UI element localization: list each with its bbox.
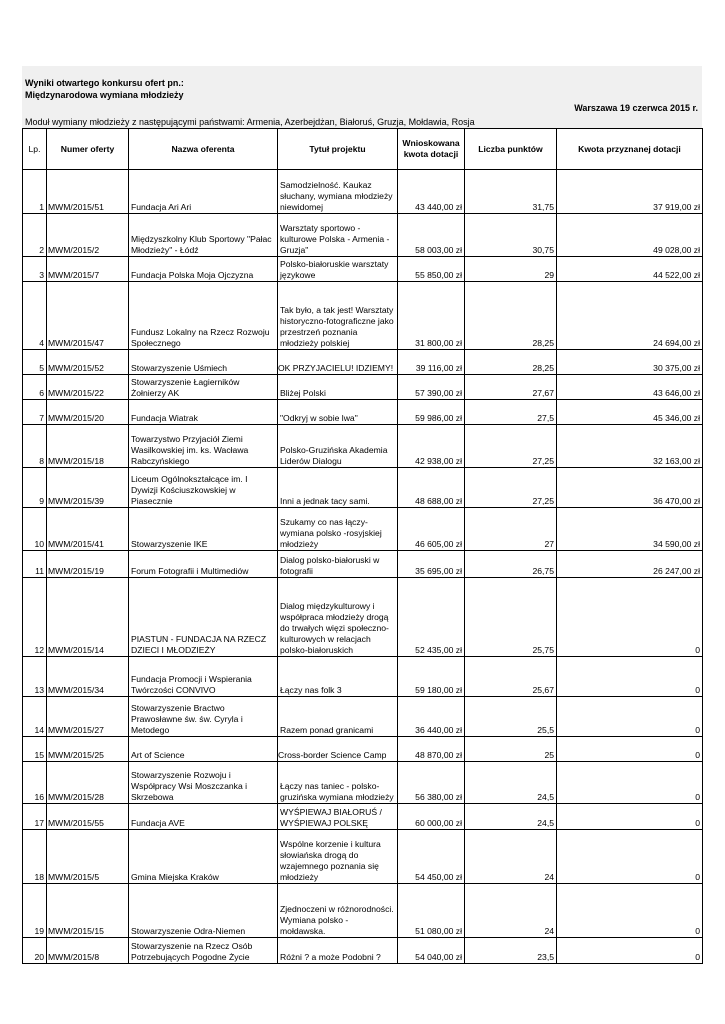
table-row xyxy=(23,884,703,938)
cell-wnioskowana: 59 180,00 zł xyxy=(398,657,465,697)
document-date: Warszawa 19 czerwca 2015 r. xyxy=(574,103,698,113)
cell-numer: MWM/2015/39 xyxy=(47,468,129,508)
cell-lp: 9 xyxy=(23,468,47,508)
cell-wnioskowana: 46 605,00 zł xyxy=(398,508,465,551)
cell-punkty: 25,5 xyxy=(465,697,557,737)
table-row xyxy=(23,214,703,257)
table-header-row xyxy=(23,129,703,170)
table-row xyxy=(23,762,703,804)
table-row xyxy=(23,737,703,762)
cell-nazwa: Stowarzyszenie na Rzecz Osób Potrzebujących Pogodne Życie xyxy=(129,938,278,964)
cell-tytul: Łączy nas taniec - polsko-gruzińska wymiana młodzieży xyxy=(278,762,398,804)
cell-tytul: Szukamy co nas łączy-wymiana polsko -rosyjskiej młodzieży xyxy=(278,508,398,551)
cell-punkty: 27,25 xyxy=(465,468,557,508)
cell-numer: MWM/2015/8 xyxy=(47,938,129,964)
col-header-kwota: Kwota przyznanej dotacji xyxy=(557,129,703,170)
cell-lp: 18 xyxy=(23,830,47,884)
cell-lp: 16 xyxy=(23,762,47,804)
cell-punkty: 28,25 xyxy=(465,350,557,375)
cell-nazwa: Fundacja Ari Ari xyxy=(129,170,278,214)
table-row xyxy=(23,170,703,214)
table-row xyxy=(23,508,703,551)
cell-kwota: 44 522,00 zł xyxy=(557,257,703,282)
col-header-lp: Lp. xyxy=(23,129,47,170)
cell-numer: MWM/2015/25 xyxy=(47,737,129,762)
cell-tytul: "Odkryj w sobie lwa" xyxy=(278,400,398,425)
cell-lp: 8 xyxy=(23,425,47,468)
cell-lp: 1 xyxy=(23,170,47,214)
cell-tytul: Warsztaty sportowo - kulturowe Polska - Armenia - Gruzja" xyxy=(278,214,398,257)
cell-numer: MWM/2015/34 xyxy=(47,657,129,697)
cell-punkty: 24 xyxy=(465,884,557,938)
cell-numer: MWM/2015/55 xyxy=(47,804,129,830)
cell-lp: 5 xyxy=(23,350,47,375)
cell-nazwa: Liceum Ogólnokształcące im. I Dywizji Kościuszkowskiej w Piasecznie xyxy=(129,468,278,508)
cell-tytul: Polsko-Gruzińska Akademia Liderów Dialogu xyxy=(278,425,398,468)
cell-tytul: Polsko-białoruskie warsztaty językowe xyxy=(278,257,398,282)
cell-kwota: 49 028,00 zł xyxy=(557,214,703,257)
header-line-2: Międzynarodowa wymiana młodzieży xyxy=(25,90,184,100)
table-row xyxy=(23,400,703,425)
cell-tytul: Inni a jednak tacy sami. xyxy=(278,468,398,508)
table-row xyxy=(23,257,703,282)
cell-punkty: 25,67 xyxy=(465,657,557,697)
cell-numer: MWM/2015/47 xyxy=(47,282,129,350)
cell-punkty: 25,75 xyxy=(465,578,557,657)
cell-nazwa: Stowarzyszenie Łagierników Żołnierzy AK xyxy=(129,375,278,400)
table-row xyxy=(23,350,703,375)
cell-wnioskowana: 48 688,00 zł xyxy=(398,468,465,508)
cell-kwota: 43 646,00 zł xyxy=(557,375,703,400)
cell-lp: 13 xyxy=(23,657,47,697)
cell-numer: MWM/2015/28 xyxy=(47,762,129,804)
col-header-tytul: Tytuł projektu xyxy=(278,129,398,170)
cell-kwota: 36 470,00 zł xyxy=(557,468,703,508)
cell-punkty: 27,67 xyxy=(465,375,557,400)
cell-numer: MWM/2015/52 xyxy=(47,350,129,375)
cell-numer: MWM/2015/2 xyxy=(47,214,129,257)
cell-wnioskowana: 42 938,00 zł xyxy=(398,425,465,468)
cell-nazwa: Międzyszkolny Klub Sportowy "Pałac Młodzieży" - Łódź xyxy=(129,214,278,257)
cell-wnioskowana: 55 850,00 zł xyxy=(398,257,465,282)
cell-punkty: 25 xyxy=(465,737,557,762)
cell-lp: 10 xyxy=(23,508,47,551)
cell-kwota: 32 163,00 zł xyxy=(557,425,703,468)
cell-kwota: 45 346,00 zł xyxy=(557,400,703,425)
cell-nazwa: Fundacja Wiatrak xyxy=(129,400,278,425)
cell-kwota: 0 xyxy=(557,830,703,884)
cell-lp: 14 xyxy=(23,697,47,737)
cell-nazwa: Stowarzyszenie Bractwo Prawosławne św. św. Cyryla i Metodego xyxy=(129,697,278,737)
cell-kwota: 0 xyxy=(557,737,703,762)
cell-lp: 7 xyxy=(23,400,47,425)
cell-tytul: Dialog międzykulturowy i współpraca młodzieży drogą do trwałych więzi społeczno-kulturowych w relacjach polsko-białoruskich xyxy=(278,578,398,657)
cell-wnioskowana: 60 000,00 zł xyxy=(398,804,465,830)
cell-wnioskowana: 56 380,00 zł xyxy=(398,762,465,804)
header-line-1: Wyniki otwartego konkursu ofert pn.: xyxy=(25,78,184,88)
cell-numer: MWM/2015/51 xyxy=(47,170,129,214)
cell-nazwa: PIASTUN - FUNDACJA NA RZECZ DZIECI I MŁODZIEŻY xyxy=(129,578,278,657)
cell-tytul: Samodzielność. Kaukaz słuchany, wymiana młodzieży niewidomej xyxy=(278,170,398,214)
cell-nazwa: Towarzystwo Przyjaciół Ziemi Wasilkowskiej im. ks. Wacława Rabczyńskiego xyxy=(129,425,278,468)
cell-tytul: Zjednoczeni w różnorodności. Wymiana polsko - mołdawska. xyxy=(278,884,398,938)
cell-numer: MWM/2015/7 xyxy=(47,257,129,282)
cell-kwota: 24 694,00 zł xyxy=(557,282,703,350)
cell-nazwa: Stowarzyszenie Uśmiech xyxy=(129,350,278,375)
cell-tytul: OK PRZYJACIELU! IDZIEMY! xyxy=(278,350,398,375)
cell-nazwa: Stowarzyszenie Odra-Niemen xyxy=(129,884,278,938)
cell-punkty: 27,25 xyxy=(465,425,557,468)
cell-nazwa: Stowarzyszenie Rozwoju i Współpracy Wsi Moszczanka i Skrzebowa xyxy=(129,762,278,804)
cell-numer: MWM/2015/15 xyxy=(47,884,129,938)
cell-lp: 3 xyxy=(23,257,47,282)
cell-nazwa: Fundacja Polska Moja Ojczyzna xyxy=(129,257,278,282)
cell-kwota: 0 xyxy=(557,657,703,697)
module-description: Moduł wymiany młodzieży z następującymi państwami: Armenia, Azerbejdżan, Białoruś, Gruzja, Mołdawia, Rosja xyxy=(25,117,475,127)
cell-punkty: 26,75 xyxy=(465,551,557,578)
table-row xyxy=(23,657,703,697)
cell-wnioskowana: 57 390,00 zł xyxy=(398,375,465,400)
cell-punkty: 31,75 xyxy=(465,170,557,214)
cell-wnioskowana: 39 116,00 zł xyxy=(398,350,465,375)
cell-nazwa: Stowarzyszenie IKE xyxy=(129,508,278,551)
cell-tytul: Wspólne korzenie i kultura słowiańska drogą do wzajemnego poznania się młodzieży xyxy=(278,830,398,884)
cell-wnioskowana: 35 695,00 zł xyxy=(398,551,465,578)
cell-nazwa: Art of Science xyxy=(129,737,278,762)
cell-lp: 19 xyxy=(23,884,47,938)
cell-punkty: 28,25 xyxy=(465,282,557,350)
table-row xyxy=(23,697,703,737)
cell-kwota: 0 xyxy=(557,938,703,964)
cell-nazwa: Fundusz Lokalny na Rzecz Rozwoju Społecznego xyxy=(129,282,278,350)
table-row xyxy=(23,578,703,657)
table-row xyxy=(23,282,703,350)
cell-tytul: Tak było, a tak jest! Warsztaty historyczno-fotograficzne jako przestrzeń poznania młodzieży polskiej xyxy=(278,282,398,350)
table-row xyxy=(23,375,703,400)
col-header-nazwa: Nazwa oferenta xyxy=(129,129,278,170)
col-header-punkty: Liczba punktów xyxy=(465,129,557,170)
cell-wnioskowana: 59 986,00 zł xyxy=(398,400,465,425)
table-row xyxy=(23,468,703,508)
table-row xyxy=(23,830,703,884)
cell-tytul: Cross-border Science Camp xyxy=(278,737,398,762)
cell-kwota: 37 919,00 zł xyxy=(557,170,703,214)
cell-tytul: WYŚPIEWAJ BIAŁORUŚ / WYŚPIEWAJ POLSKĘ xyxy=(278,804,398,830)
table-row xyxy=(23,425,703,468)
cell-kwota: 0 xyxy=(557,884,703,938)
cell-nazwa: Gmina Miejska Kraków xyxy=(129,830,278,884)
cell-lp: 15 xyxy=(23,737,47,762)
cell-wnioskowana: 31 800,00 zł xyxy=(398,282,465,350)
cell-punkty: 24 xyxy=(465,830,557,884)
cell-kwota: 30 375,00 zł xyxy=(557,350,703,375)
cell-numer: MWM/2015/5 xyxy=(47,830,129,884)
cell-lp: 12 xyxy=(23,578,47,657)
cell-wnioskowana: 52 435,00 zł xyxy=(398,578,465,657)
cell-nazwa: Forum Fotografii i Multimediów xyxy=(129,551,278,578)
table-row xyxy=(23,804,703,830)
cell-kwota: 26 247,00 zł xyxy=(557,551,703,578)
cell-punkty: 23,5 xyxy=(465,938,557,964)
cell-nazwa: Fundacja Promocji i Wspierania Twórczości CONVIVO xyxy=(129,657,278,697)
cell-lp: 20 xyxy=(23,938,47,964)
cell-nazwa: Fundacja AVE xyxy=(129,804,278,830)
col-header-numer: Numer oferty xyxy=(47,129,129,170)
cell-lp: 4 xyxy=(23,282,47,350)
cell-wnioskowana: 58 003,00 zł xyxy=(398,214,465,257)
cell-kwota: 0 xyxy=(557,804,703,830)
cell-kwota: 0 xyxy=(557,697,703,737)
cell-kwota: 0 xyxy=(557,578,703,657)
cell-tytul: Dialog polsko-białoruski w fotografii xyxy=(278,551,398,578)
cell-lp: 17 xyxy=(23,804,47,830)
cell-punkty: 24,5 xyxy=(465,804,557,830)
cell-numer: MWM/2015/41 xyxy=(47,508,129,551)
cell-punkty: 24,5 xyxy=(465,762,557,804)
cell-tytul: Łączy nas folk 3 xyxy=(278,657,398,697)
cell-numer: MWM/2015/20 xyxy=(47,400,129,425)
cell-wnioskowana: 36 440,00 zł xyxy=(398,697,465,737)
cell-wnioskowana: 48 870,00 zł xyxy=(398,737,465,762)
cell-wnioskowana: 54 450,00 zł xyxy=(398,830,465,884)
results-table xyxy=(22,128,703,964)
cell-wnioskowana: 54 040,00 zł xyxy=(398,938,465,964)
table-row xyxy=(23,551,703,578)
cell-lp: 6 xyxy=(23,375,47,400)
cell-punkty: 27 xyxy=(465,508,557,551)
cell-numer: MWM/2015/14 xyxy=(47,578,129,657)
cell-wnioskowana: 51 080,00 zł xyxy=(398,884,465,938)
cell-tytul: Różni ? a może Podobni ? xyxy=(278,938,398,964)
cell-lp: 11 xyxy=(23,551,47,578)
cell-numer: MWM/2015/22 xyxy=(47,375,129,400)
cell-tytul: Bliżej Polski xyxy=(278,375,398,400)
col-header-wnioskowana: Wnioskowana kwota dotacji xyxy=(398,129,465,170)
cell-numer: MWM/2015/18 xyxy=(47,425,129,468)
cell-wnioskowana: 43 440,00 zł xyxy=(398,170,465,214)
cell-numer: MWM/2015/27 xyxy=(47,697,129,737)
cell-numer: MWM/2015/19 xyxy=(47,551,129,578)
cell-tytul: Razem ponad granicami xyxy=(278,697,398,737)
cell-punkty: 29 xyxy=(465,257,557,282)
cell-lp: 2 xyxy=(23,214,47,257)
cell-punkty: 30,75 xyxy=(465,214,557,257)
cell-kwota: 0 xyxy=(557,762,703,804)
table-row xyxy=(23,938,703,964)
cell-punkty: 27,5 xyxy=(465,400,557,425)
cell-kwota: 34 590,00 zł xyxy=(557,508,703,551)
